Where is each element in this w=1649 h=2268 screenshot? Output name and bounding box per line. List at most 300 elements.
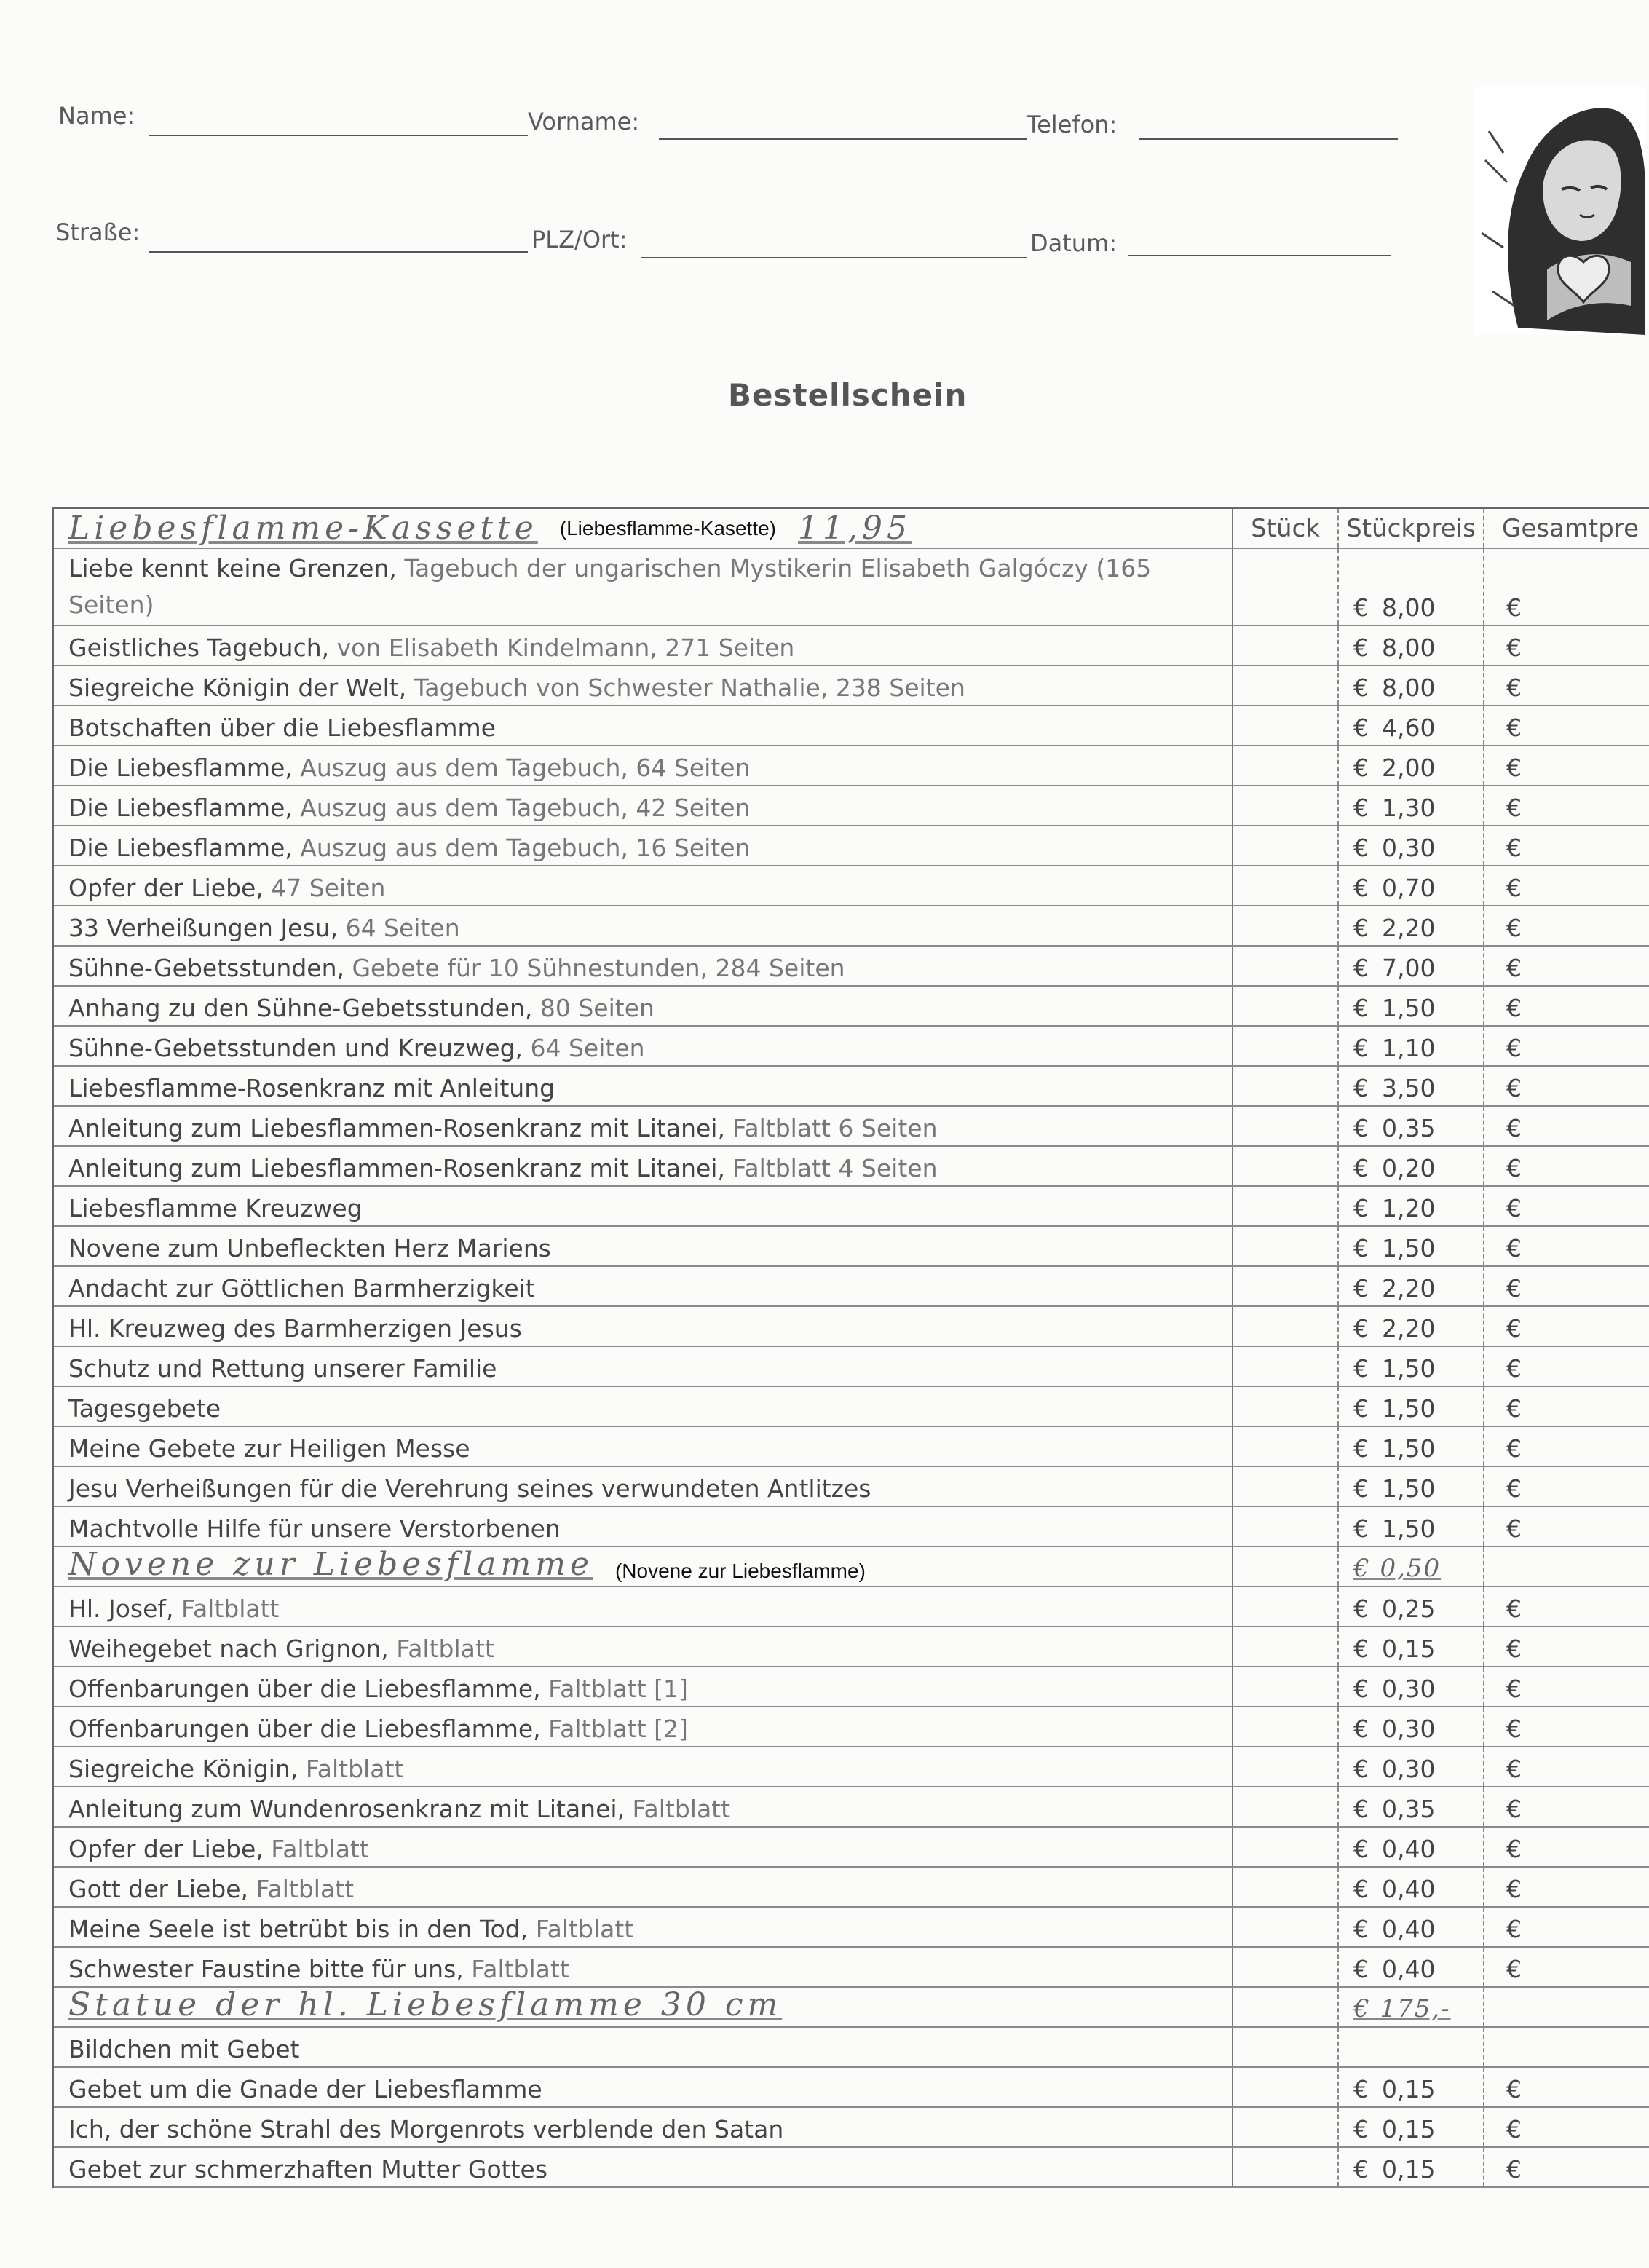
item-description bbox=[54, 2108, 1233, 2146]
item-description-text bbox=[68, 914, 460, 942]
quantity-cell[interactable] bbox=[1233, 1587, 1339, 1626]
total-cell[interactable] bbox=[1484, 1027, 1649, 1065]
quantity-cell[interactable] bbox=[1233, 1187, 1339, 1225]
currency-symbol: € bbox=[1353, 1194, 1369, 1222]
currency-symbol: € bbox=[1506, 1434, 1522, 1463]
total-cell[interactable] bbox=[1484, 1948, 1649, 1986]
table-row bbox=[54, 666, 1649, 706]
total-cell[interactable] bbox=[1484, 1707, 1649, 1746]
table-row bbox=[54, 2108, 1649, 2148]
price-cell bbox=[1339, 826, 1484, 865]
currency-symbol: € bbox=[1506, 2115, 1522, 2143]
currency-symbol: € bbox=[1353, 1915, 1369, 1943]
currency-symbol: € bbox=[1506, 1234, 1522, 1263]
total-cell[interactable] bbox=[1484, 2068, 1649, 2106]
item-description bbox=[54, 1187, 1233, 1225]
total-cell[interactable] bbox=[1484, 1507, 1649, 1546]
item-description bbox=[54, 1027, 1233, 1065]
quantity-cell[interactable] bbox=[1233, 1908, 1339, 1946]
item-title: Sühne-Gebetsstunden, bbox=[68, 954, 344, 982]
unit-price: 1,50 bbox=[1382, 1514, 1436, 1543]
item-description-text bbox=[68, 1394, 221, 1423]
unit-price: 1,30 bbox=[1382, 794, 1436, 822]
total-cell[interactable] bbox=[1484, 1828, 1649, 1866]
currency-symbol: € bbox=[1353, 1675, 1369, 1703]
item-description-text bbox=[68, 1034, 645, 1062]
currency-symbol: € bbox=[1506, 1274, 1522, 1303]
price-cell bbox=[1339, 1507, 1484, 1546]
total-cell[interactable] bbox=[1484, 1747, 1649, 1786]
currency-symbol: € bbox=[1353, 1114, 1369, 1142]
price-cell bbox=[1339, 906, 1484, 945]
total-cell[interactable] bbox=[1484, 1787, 1649, 1826]
table-row bbox=[54, 1227, 1649, 1267]
quantity-cell[interactable] bbox=[1233, 746, 1339, 785]
quantity-cell[interactable] bbox=[1233, 2108, 1339, 2146]
item-description bbox=[54, 826, 1233, 865]
currency-symbol: € bbox=[1506, 1514, 1522, 1543]
price-cell bbox=[1339, 1307, 1484, 1346]
quantity-cell[interactable] bbox=[1233, 1707, 1339, 1746]
item-title: Meine Gebete zur Heiligen Messe bbox=[68, 1434, 470, 1463]
quantity-cell[interactable] bbox=[1233, 2148, 1339, 2186]
item-description bbox=[54, 666, 1233, 705]
total-cell[interactable] bbox=[1484, 1187, 1649, 1225]
handwritten-kassette: Liebesflamme-Kassette bbox=[68, 510, 538, 547]
item-title: Siegreiche Königin der Welt, bbox=[68, 673, 407, 702]
item-description-text bbox=[68, 1915, 633, 1943]
total-cell[interactable] bbox=[1484, 1868, 1649, 1906]
quantity-cell[interactable] bbox=[1233, 1147, 1339, 1185]
quantity-cell bbox=[1233, 2028, 1339, 2066]
item-details: Faltblatt 6 Seiten bbox=[724, 1114, 938, 1142]
total-cell[interactable] bbox=[1484, 947, 1649, 985]
currency-symbol: € bbox=[1353, 1034, 1369, 1062]
currency-symbol: € bbox=[1353, 1835, 1369, 1863]
price-cell bbox=[1339, 1107, 1484, 1145]
price-cell bbox=[1339, 746, 1484, 785]
table-row bbox=[54, 1587, 1649, 1627]
item-description-text bbox=[68, 1074, 555, 1102]
currency-symbol: € bbox=[1506, 994, 1522, 1022]
item-title: Opfer der Liebe, bbox=[68, 1835, 264, 1863]
item-description-text bbox=[68, 1274, 535, 1303]
price-cell bbox=[1339, 1467, 1484, 1506]
item-details: von Elisabeth Kindelmann, 271 Seiten bbox=[329, 633, 795, 662]
item-title: Gebet um die Gnade der Liebesflamme bbox=[68, 2075, 542, 2103]
currency-symbol: € bbox=[1353, 1234, 1369, 1263]
currency-symbol: € bbox=[1506, 1635, 1522, 1663]
handwritten-statue-price: € 175,- bbox=[1353, 1994, 1451, 2023]
total-cell[interactable] bbox=[1484, 1227, 1649, 1265]
quantity-cell[interactable] bbox=[1233, 1347, 1339, 1386]
quantity-cell[interactable] bbox=[1233, 1107, 1339, 1145]
total-cell[interactable] bbox=[1484, 746, 1649, 785]
quantity-cell[interactable] bbox=[1233, 706, 1339, 745]
currency-symbol: € bbox=[1506, 1354, 1522, 1383]
currency-symbol: € bbox=[1353, 1595, 1369, 1623]
item-description bbox=[54, 1587, 1233, 1626]
item-title: Hl. Josef, bbox=[68, 1595, 174, 1623]
item-details: Faltblatt [2] bbox=[540, 1715, 688, 1743]
handwritten-statue: Statue der hl. Liebesflamme 30 cm bbox=[68, 1988, 783, 2023]
currency-symbol: € bbox=[1353, 1154, 1369, 1182]
item-description bbox=[54, 1387, 1233, 1426]
item-title: Liebesflamme Kreuzweg bbox=[68, 1194, 363, 1222]
item-title: 33 Verheißungen Jesu, bbox=[68, 914, 339, 942]
item-group-3 bbox=[54, 2068, 1649, 2188]
item-description bbox=[54, 1467, 1233, 1506]
item-details: Gebete für 10 Sühnestunden, 284 Seiten bbox=[344, 954, 845, 982]
col-header-total: Gesamtpre bbox=[1502, 513, 1639, 543]
unit-price: 0,40 bbox=[1382, 1955, 1436, 1983]
item-title: Die Liebesflamme, bbox=[68, 794, 293, 822]
price-cell bbox=[1339, 1747, 1484, 1786]
table-row bbox=[54, 1267, 1649, 1307]
quantity-cell[interactable] bbox=[1233, 1747, 1339, 1786]
unit-price: 1,50 bbox=[1382, 1234, 1436, 1263]
item-description bbox=[54, 1507, 1233, 1546]
item-description-text bbox=[68, 2075, 542, 2103]
quantity-cell[interactable] bbox=[1233, 1667, 1339, 1706]
currency-symbol: € bbox=[1353, 1394, 1369, 1423]
item-description-text bbox=[68, 874, 385, 902]
currency-symbol: € bbox=[1506, 593, 1522, 622]
quantity-cell[interactable] bbox=[1233, 1067, 1339, 1105]
table-row bbox=[54, 1427, 1649, 1467]
currency-symbol: € bbox=[1353, 2075, 1369, 2103]
price-cell bbox=[1339, 866, 1484, 905]
plz-field[interactable] bbox=[641, 257, 1027, 258]
item-title: Offenbarungen über die Liebesflamme, bbox=[68, 1715, 541, 1743]
item-description bbox=[54, 786, 1233, 825]
total-cell bbox=[1484, 2028, 1649, 2066]
price-cell bbox=[1339, 2028, 1484, 2066]
item-description-text bbox=[68, 1154, 938, 1182]
price-cell bbox=[1339, 1627, 1484, 1666]
item-title: Gott der Liebe, bbox=[68, 1875, 249, 1903]
currency-symbol: € bbox=[1353, 914, 1369, 942]
currency-symbol: € bbox=[1353, 954, 1369, 982]
price-cell bbox=[1339, 2068, 1484, 2106]
quantity-cell[interactable] bbox=[1233, 1427, 1339, 1466]
quantity-cell[interactable] bbox=[1233, 1227, 1339, 1265]
unit-price: 0,20 bbox=[1382, 1154, 1436, 1182]
total-cell[interactable] bbox=[1484, 626, 1649, 665]
item-description-text bbox=[68, 1635, 494, 1663]
currency-symbol: € bbox=[1506, 1675, 1522, 1703]
item-description-text bbox=[68, 550, 1232, 623]
item-description-text bbox=[68, 673, 965, 702]
quantity-cell[interactable] bbox=[1233, 826, 1339, 865]
item-description-text bbox=[68, 1675, 688, 1703]
unit-price: 0,15 bbox=[1382, 2115, 1436, 2143]
total-cell[interactable] bbox=[1484, 1467, 1649, 1506]
currency-symbol: € bbox=[1506, 714, 1522, 742]
quantity-cell[interactable] bbox=[1233, 947, 1339, 985]
table-row bbox=[54, 1507, 1649, 1547]
currency-symbol: € bbox=[1353, 794, 1369, 822]
currency-symbol: € bbox=[1353, 1354, 1369, 1383]
table-row bbox=[54, 1667, 1649, 1707]
item-description bbox=[54, 1868, 1233, 1906]
total-cell[interactable] bbox=[1484, 1267, 1649, 1305]
section-heading-kassette bbox=[54, 509, 1233, 548]
currency-symbol: € bbox=[1506, 1114, 1522, 1142]
item-details: Faltblatt bbox=[463, 1955, 569, 1983]
name-label: Name: bbox=[58, 102, 135, 130]
plz-label: PLZ/Ort: bbox=[531, 226, 628, 253]
quantity-cell[interactable] bbox=[1233, 1307, 1339, 1346]
currency-symbol: € bbox=[1353, 633, 1369, 662]
item-description-text bbox=[68, 1955, 569, 1983]
item-description bbox=[54, 947, 1233, 985]
quantity-cell[interactable] bbox=[1233, 906, 1339, 945]
item-description-text bbox=[68, 1755, 403, 1783]
item-title: Anleitung zum Wundenrosenkranz mit Litanei, bbox=[68, 1795, 625, 1823]
total-cell[interactable] bbox=[1484, 866, 1649, 905]
datum-field[interactable] bbox=[1128, 255, 1391, 256]
quantity-cell[interactable] bbox=[1233, 626, 1339, 665]
quantity-cell[interactable] bbox=[1233, 1387, 1339, 1426]
price-cell bbox=[1339, 626, 1484, 665]
datum-label: Datum: bbox=[1030, 229, 1118, 257]
quantity-cell[interactable] bbox=[1233, 1467, 1339, 1506]
total-cell[interactable] bbox=[1484, 1988, 1649, 2026]
item-description-text bbox=[68, 1354, 497, 1383]
item-description bbox=[54, 706, 1233, 745]
currency-symbol: € bbox=[1353, 1314, 1369, 1343]
item-description bbox=[54, 1307, 1233, 1346]
unit-price: 1,50 bbox=[1382, 1434, 1436, 1463]
unit-price: 8,00 bbox=[1382, 593, 1436, 622]
item-title: Offenbarungen über die Liebesflamme, bbox=[68, 1675, 541, 1703]
item-title: Anleitung zum Liebesflammen-Rosenkranz mit Litanei, bbox=[68, 1114, 725, 1142]
item-description bbox=[54, 1707, 1233, 1746]
item-title: Jesu Verheißungen für die Verehrung seines verwundeten Antlitzes bbox=[68, 1474, 871, 1503]
currency-symbol: € bbox=[1353, 1434, 1369, 1463]
item-details: 47 Seiten bbox=[263, 874, 386, 902]
item-description bbox=[54, 626, 1233, 665]
item-title: Anleitung zum Liebesflammen-Rosenkranz mit Litanei, bbox=[68, 1154, 725, 1182]
unit-price: 1,50 bbox=[1382, 1474, 1436, 1503]
item-description bbox=[54, 1427, 1233, 1466]
item-title: Machtvolle Hilfe für unsere Verstorbenen bbox=[68, 1514, 561, 1543]
item-description-text bbox=[68, 714, 496, 742]
unit-price: 2,20 bbox=[1382, 914, 1436, 942]
item-title: Liebesflamme-Rosenkranz mit Anleitung bbox=[68, 1074, 555, 1102]
table-row bbox=[54, 1067, 1649, 1107]
total-cell[interactable] bbox=[1484, 786, 1649, 825]
vorname-field[interactable] bbox=[659, 138, 1027, 140]
vorname-label: Vorname: bbox=[528, 108, 640, 135]
quantity-cell[interactable] bbox=[1233, 866, 1339, 905]
quantity-cell[interactable] bbox=[1233, 1868, 1339, 1906]
total-cell[interactable] bbox=[1484, 666, 1649, 705]
quantity-cell[interactable] bbox=[1233, 549, 1339, 625]
table-row bbox=[54, 1147, 1649, 1187]
item-details: Faltblatt bbox=[263, 1835, 369, 1863]
currency-symbol: € bbox=[1506, 1955, 1522, 1983]
table-row bbox=[54, 1828, 1649, 1868]
quantity-cell[interactable] bbox=[1233, 1267, 1339, 1305]
item-description-text bbox=[68, 1194, 363, 1222]
table-row bbox=[54, 1387, 1649, 1427]
table-row bbox=[54, 826, 1649, 866]
currency-symbol: € bbox=[1506, 1394, 1522, 1423]
quantity-cell[interactable] bbox=[1233, 1988, 1339, 2026]
currency-symbol: € bbox=[1506, 1314, 1522, 1343]
total-cell[interactable] bbox=[1484, 2108, 1649, 2146]
item-details: 80 Seiten bbox=[532, 994, 655, 1022]
quantity-cell[interactable] bbox=[1233, 1027, 1339, 1065]
item-details: Faltblatt bbox=[298, 1755, 404, 1783]
name-field[interactable] bbox=[149, 135, 528, 136]
item-description-text bbox=[68, 834, 750, 862]
currency-symbol: € bbox=[1506, 1835, 1522, 1863]
currency-symbol: € bbox=[1353, 1955, 1369, 1983]
table-row bbox=[54, 706, 1649, 746]
item-description bbox=[54, 1787, 1233, 1826]
handwritten-novene-price: € 0,50 bbox=[1353, 1554, 1442, 1583]
table-row bbox=[54, 1347, 1649, 1387]
novene-note: (Novene zur Liebesflamme) bbox=[614, 1560, 866, 1582]
item-description-text bbox=[68, 1234, 551, 1263]
quantity-cell[interactable] bbox=[1233, 1787, 1339, 1826]
telefon-field[interactable] bbox=[1139, 138, 1398, 140]
item-title: Geistliches Tagebuch, bbox=[68, 633, 330, 662]
quantity-cell[interactable] bbox=[1233, 666, 1339, 705]
table-row bbox=[54, 1187, 1649, 1227]
item-details: Tagebuch von Schwester Nathalie, 238 Seiten bbox=[406, 673, 965, 702]
price-cell bbox=[1339, 1427, 1484, 1466]
item-title: Meine Seele ist betrübt bis in den Tod, bbox=[68, 1915, 529, 1943]
item-title: Anhang zu den Sühne-Gebetsstunden, bbox=[68, 994, 533, 1022]
currency-symbol: € bbox=[1353, 1875, 1369, 1903]
item-description-text bbox=[68, 1114, 938, 1142]
table-header-row bbox=[54, 509, 1649, 549]
total-cell[interactable] bbox=[1484, 1908, 1649, 1946]
strasse-field[interactable] bbox=[149, 251, 528, 253]
item-description bbox=[54, 1267, 1233, 1305]
item-group-1 bbox=[54, 549, 1649, 1547]
total-cell[interactable] bbox=[1484, 706, 1649, 745]
total-cell[interactable] bbox=[1484, 2148, 1649, 2186]
quantity-cell[interactable] bbox=[1233, 1627, 1339, 1666]
item-title: Hl. Kreuzweg des Barmherzigen Jesus bbox=[68, 1314, 522, 1343]
total-cell[interactable] bbox=[1484, 987, 1649, 1025]
table-row bbox=[54, 1747, 1649, 1787]
table-row bbox=[54, 1787, 1649, 1828]
col-header-qty: Stück bbox=[1233, 509, 1339, 548]
total-cell[interactable] bbox=[1484, 1067, 1649, 1105]
item-title: Schwester Faustine bitte für uns, bbox=[68, 1955, 464, 1983]
quantity-cell[interactable] bbox=[1233, 987, 1339, 1025]
currency-symbol: € bbox=[1506, 673, 1522, 702]
item-title: Schutz und Rettung unserer Familie bbox=[68, 1354, 497, 1383]
item-details: Faltblatt bbox=[248, 1875, 355, 1903]
unit-price: 4,60 bbox=[1382, 714, 1436, 742]
total-cell[interactable] bbox=[1484, 1147, 1649, 1185]
quantity-cell[interactable] bbox=[1233, 1828, 1339, 1866]
table-row bbox=[54, 906, 1649, 947]
unit-price: 0,40 bbox=[1382, 1835, 1436, 1863]
unit-price: 0,40 bbox=[1382, 1875, 1436, 1903]
item-details: Tagebuch der ungarischen Mystikerin Elisabeth Galgóczy (165 Seiten) bbox=[68, 554, 1152, 619]
quantity-cell[interactable] bbox=[1233, 786, 1339, 825]
total-cell[interactable] bbox=[1484, 906, 1649, 945]
total-cell[interactable] bbox=[1484, 1347, 1649, 1386]
quantity-cell[interactable] bbox=[1233, 1547, 1339, 1586]
item-details: Faltblatt bbox=[528, 1915, 634, 1943]
telefon-label: Telefon: bbox=[1027, 111, 1118, 138]
total-cell[interactable] bbox=[1484, 1387, 1649, 1426]
currency-symbol: € bbox=[1506, 1715, 1522, 1743]
table-row bbox=[54, 1467, 1649, 1507]
quantity-cell[interactable] bbox=[1233, 1948, 1339, 1986]
price-cell bbox=[1339, 1387, 1484, 1426]
table-row bbox=[54, 1627, 1649, 1667]
item-description bbox=[54, 1747, 1233, 1786]
table-row bbox=[54, 866, 1649, 906]
price-cell bbox=[1339, 1267, 1484, 1305]
currency-symbol: € bbox=[1506, 1795, 1522, 1823]
col-header-price: Stückpreis bbox=[1339, 509, 1484, 548]
unit-price: 0,30 bbox=[1382, 1715, 1436, 1743]
item-description-text bbox=[68, 2155, 547, 2184]
total-cell[interactable] bbox=[1484, 1547, 1649, 1586]
table-row bbox=[54, 1908, 1649, 1948]
item-description bbox=[54, 1828, 1233, 1866]
price-cell bbox=[1339, 1707, 1484, 1746]
unit-price: 3,50 bbox=[1382, 1074, 1436, 1102]
price-cell bbox=[1339, 1227, 1484, 1265]
currency-symbol: € bbox=[1353, 593, 1369, 622]
total-cell[interactable] bbox=[1484, 1427, 1649, 1466]
item-description-text bbox=[68, 1715, 688, 1743]
total-cell[interactable] bbox=[1484, 1307, 1649, 1346]
price-cell bbox=[1339, 1587, 1484, 1626]
total-cell[interactable] bbox=[1484, 1627, 1649, 1666]
subheading-row bbox=[54, 2028, 1649, 2068]
item-title: Botschaften über die Liebesflamme bbox=[68, 714, 496, 742]
price-cell bbox=[1339, 1948, 1484, 1986]
unit-price: 2,00 bbox=[1382, 754, 1436, 782]
total-cell[interactable] bbox=[1484, 826, 1649, 865]
currency-symbol: € bbox=[1506, 2075, 1522, 2103]
item-details: Faltblatt bbox=[173, 1595, 280, 1623]
item-description-text bbox=[68, 794, 750, 822]
unit-price: 2,20 bbox=[1382, 1314, 1436, 1343]
total-cell[interactable] bbox=[1484, 1587, 1649, 1626]
currency-symbol: € bbox=[1353, 1274, 1369, 1303]
currency-symbol: € bbox=[1506, 1474, 1522, 1503]
section-heading-statue bbox=[54, 1988, 1233, 2026]
price-cell bbox=[1339, 947, 1484, 985]
unit-price: 8,00 bbox=[1382, 673, 1436, 702]
total-cell[interactable] bbox=[1484, 1667, 1649, 1706]
item-description bbox=[54, 746, 1233, 785]
quantity-cell[interactable] bbox=[1233, 1507, 1339, 1546]
item-details: Auszug aus dem Tagebuch, 64 Seiten bbox=[292, 754, 751, 782]
item-description-text bbox=[68, 954, 845, 982]
quantity-cell[interactable] bbox=[1233, 2068, 1339, 2106]
total-cell[interactable] bbox=[1484, 1107, 1649, 1145]
table-row bbox=[54, 2068, 1649, 2108]
item-description bbox=[54, 987, 1233, 1025]
total-cell[interactable] bbox=[1484, 549, 1649, 625]
subheading-bildchen: Bildchen mit Gebet bbox=[54, 2028, 1233, 2066]
